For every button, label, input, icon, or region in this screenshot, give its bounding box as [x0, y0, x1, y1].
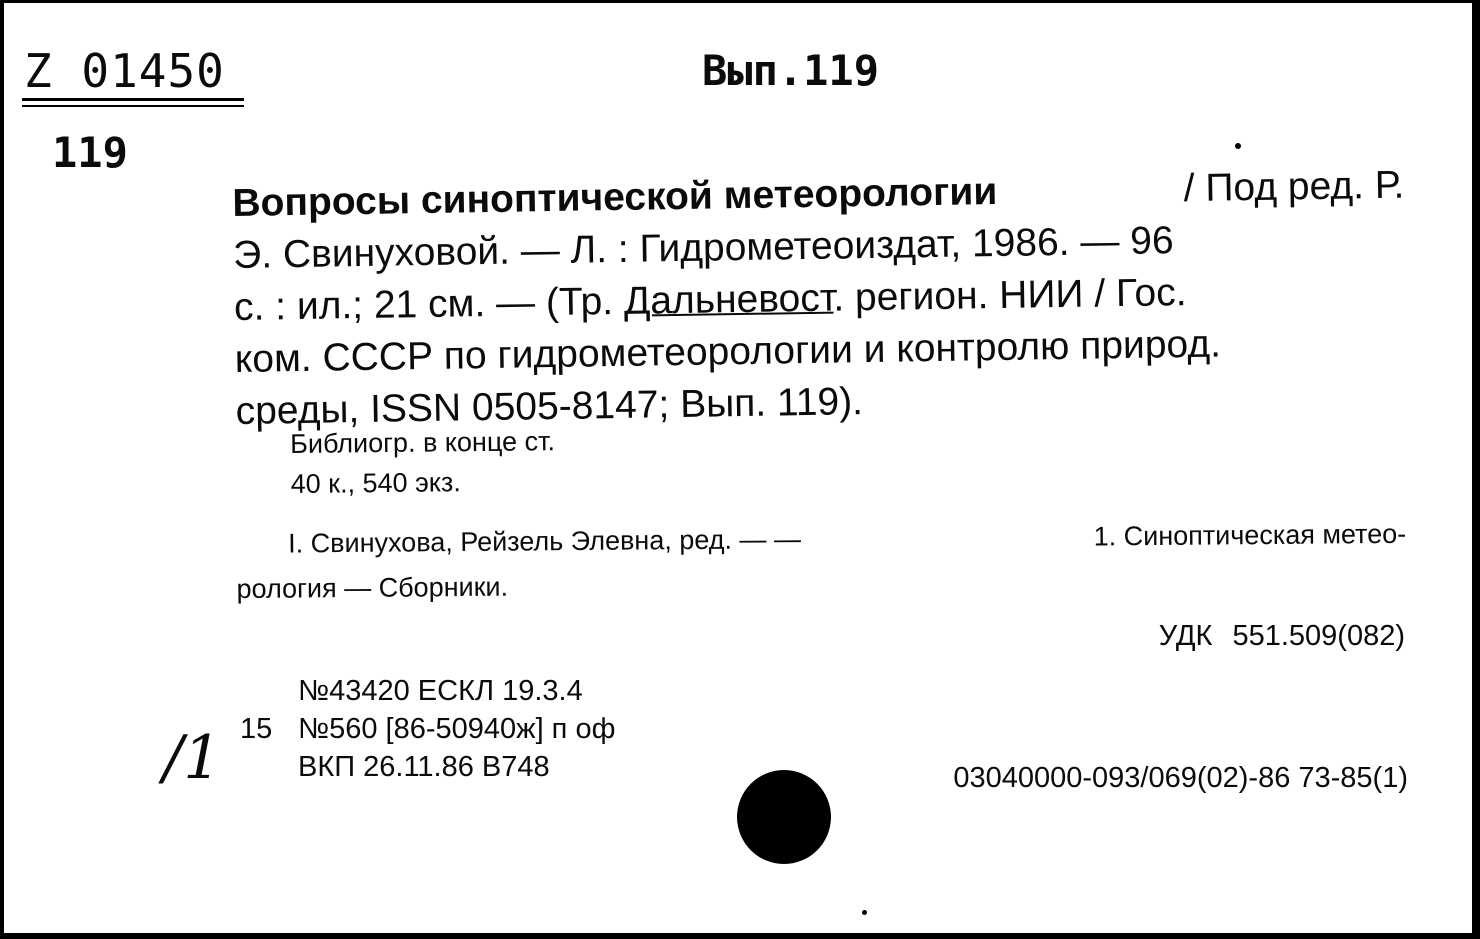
editor-statement: / Под ред. Р. [1183, 163, 1405, 211]
ink-dot-bottom [862, 910, 867, 915]
publication-statement: Э. Свинуховой. — Л. : Гидрометеоиздат, 1986. — 96 [232, 219, 1174, 277]
ink-dot [1235, 143, 1241, 149]
series-text: . регион. НИИ / Гос. [832, 271, 1187, 320]
volume-number: 119 [52, 128, 128, 177]
shelfmark-underline-second [22, 105, 244, 107]
series-issn: среды, ISSN 0505-8147; Вып. 119). [235, 380, 864, 433]
admin-line-2 [240, 710, 615, 748]
admin-line-3: ВКП 26.11.86 В748 [298, 751, 550, 783]
series-underlined-word: Дальневост [623, 276, 834, 323]
admin-line-2-number: 15 [240, 713, 273, 745]
note-price: 40 к., 540 экз. [290, 467, 461, 499]
extent-text: с. : ил.; 21 см. — (Тр. [233, 279, 625, 329]
scan-border-right [1472, 0, 1480, 939]
punch-hole [737, 770, 831, 864]
scan-border-left [0, 0, 4, 939]
tracings [236, 512, 1407, 612]
title: Вопросы синоптической метеорологии [232, 169, 998, 225]
admin-info [240, 672, 615, 786]
scan-border-top [0, 0, 1480, 3]
handwritten-mark: /1 [163, 723, 222, 793]
bibliographic-description [232, 160, 1408, 438]
notes [290, 421, 556, 504]
admin-line-1: №43420 ЕСКЛ 19.3.4 [298, 675, 583, 707]
tracing-line-2: рология — Сборники. [236, 571, 509, 604]
price-index: 03040000-093/069(02)-86 73-85(1) [953, 762, 1408, 794]
scan-border-bottom [0, 933, 1480, 939]
series-continuation: ком. СССР по гидрометеорологии и контролю природ. [234, 322, 1222, 381]
shelfmark-underline [22, 98, 244, 101]
admin-line-2-text: №560 [86-50940ж] п оф [298, 713, 616, 745]
tracing-subject: 1. Синоптическая метео- [1093, 518, 1407, 552]
tracing-added-entry: I. Свинухова, Рейзель Элевна, ред. — — [288, 524, 802, 559]
note-bibliography: Библиогр. в конце ст. [290, 426, 556, 459]
issue-heading: Вып.119 [702, 46, 880, 95]
shelfmark: Z 01450 [24, 44, 225, 98]
udc-classification: УДК 551.509(082) [1158, 620, 1405, 652]
